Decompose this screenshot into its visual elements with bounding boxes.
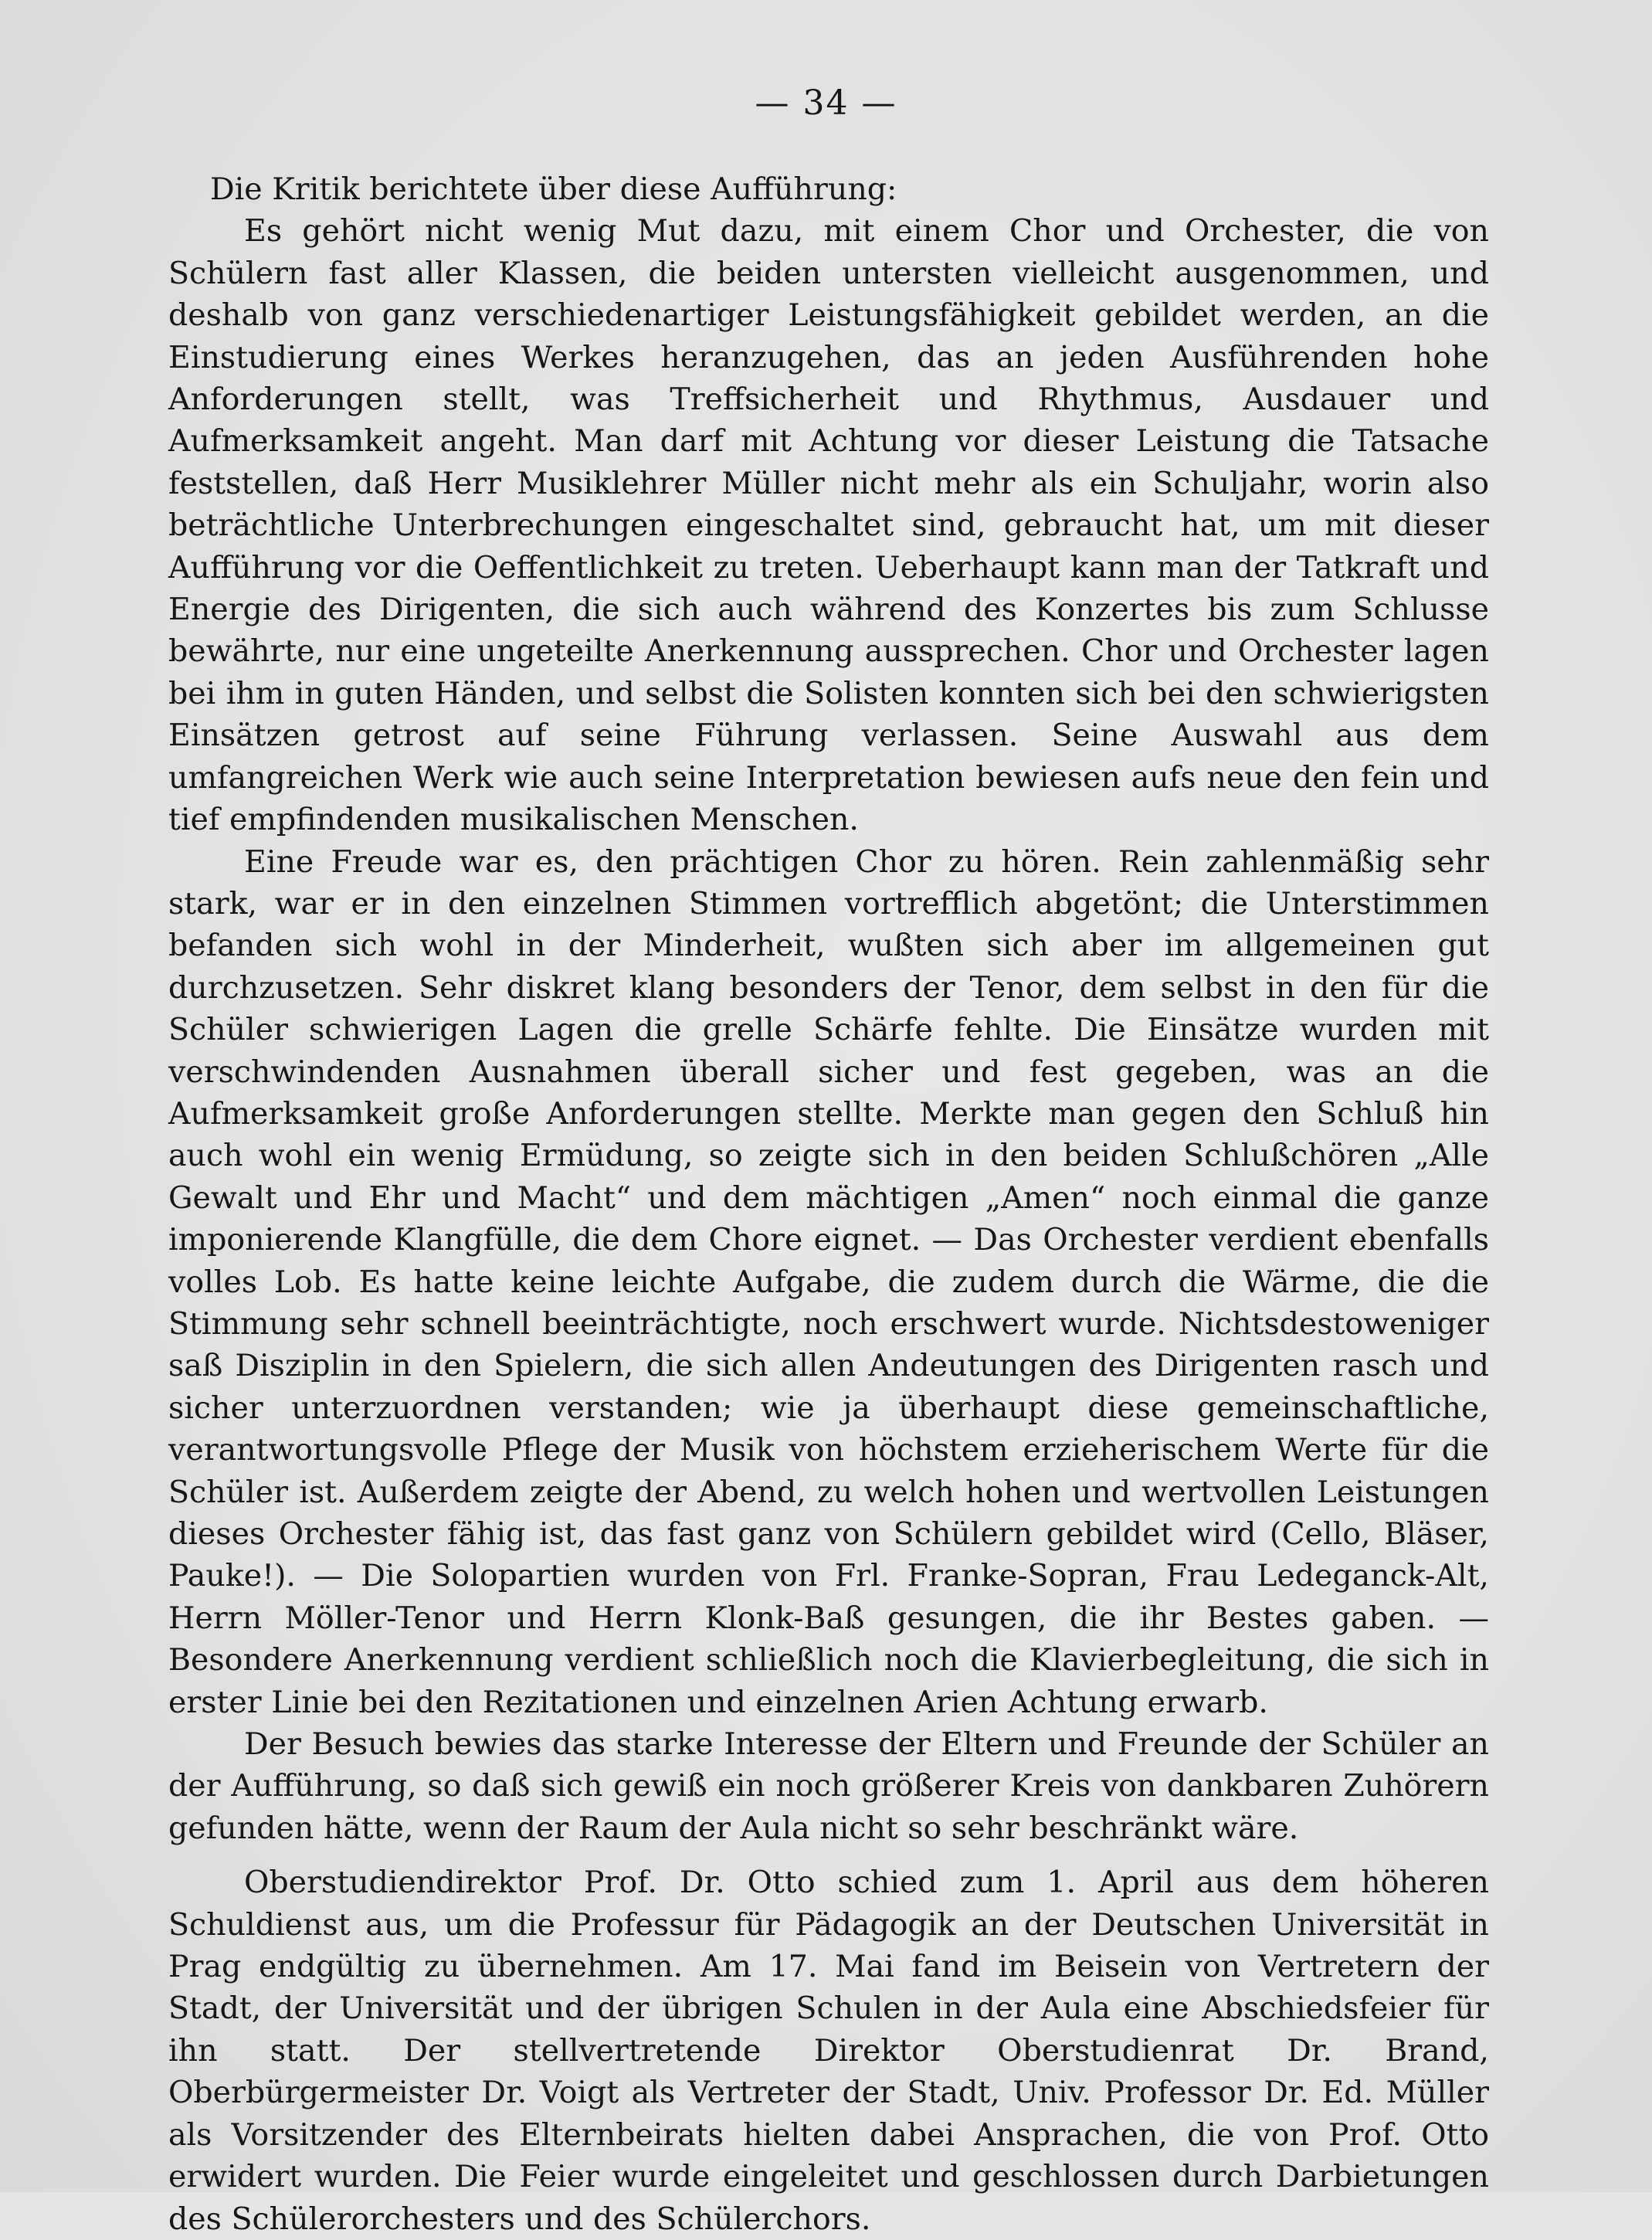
body-text: [168, 168, 1489, 2240]
page-number: — 34 —: [755, 83, 897, 123]
paragraph-audience: Der Besuch bewies das starke Interesse der Eltern und Freunde der Schüler an der Aufführung, so daß sich gewiß ein noch größerer Kreis von dankbaren Zuhörern gefunden hätte, wenn der Raum der Aula nicht so sehr beschränkt wäre.: [168, 1726, 1489, 1846]
paragraph-farewell: Oberstudiendirektor Prof. Dr. Otto schied zum 1. April aus dem höheren Schuldienst aus, um die Professur für Pädagogik an der Deutschen Universität in Prag endgültig zu übernehmen. Am 17. Mai fand im Beisein von Vertretern der Stadt, der Universität und der übrigen Schulen in der Aula eine Abschiedsfeier für ihn statt. Der stellvertretende Direktor Oberstudienrat Dr. Brand, Oberbürgermeister Dr. Voigt als Vertreter der Stadt, Univ. Professor Dr. Ed. Müller als Vorsitzender des Elternbeirats hielten dabei Ansprachen, die von Prof. Otto erwidert wurden. Die Feier wurde eingeleitet und geschlossen durch Darbietungen des Schülerorchesters und des Schülerchors.: [168, 1865, 1489, 2237]
paragraph-review: Es gehört nicht wenig Mut dazu, mit einem Chor und Orchester, die von Schülern fast aller Klassen, die beiden untersten vielleicht ausgenommen, und deshalb von ganz verschiedenartiger Leistungsfähigkeit gebildet werden, an die Einstudierung eines Werkes heranzugehen, das an jeden Ausführenden hohe Anforderungen stellt, was Treffsicherheit und Rhythmus, Ausdauer und Aufmerksamkeit angeht. Man darf mit Achtung vor dieser Leistung die Tatsache feststellen, daß Herr Musiklehrer Müller nicht mehr als ein Schuljahr, worin also beträchtliche Unterbrechungen eingeschaltet sind, gebraucht hat, um mit dieser Aufführung vor die Oeffentlichkeit zu treten. Ueberhaupt kann man der Tatkraft und Energie des Dirigenten, die sich auch während des Konzertes bis zum Schlusse bewährte, nur eine ungeteilte Anerkennung aussprechen. Chor und Orchester lagen bei ihm in guten Händen, und selbst die Solisten konnten sich bei den schwierigsten Einsätzen getrost auf seine Führung verlassen. Seine Auswahl aus dem umfangreichen Werk wie auch seine Interpretation bewiesen aufs neue den fein und tief empfindenden musikalischen Menschen.: [168, 213, 1489, 838]
paragraph-intro: Die Kritik berichtete über diese Aufführung:: [210, 171, 897, 207]
paragraph-choir: Eine Freude war es, den prächtigen Chor zu hören. Rein zahlenmäßig sehr stark, war er in den einzelnen Stimmen vortrefflich abgetönt; die Unterstimmen befanden sich wohl in der Minderheit, wußten sich aber im allgemeinen gut durchzusetzen. Sehr diskret klang besonders der Tenor, dem selbst in den für die Schüler schwierigen Lagen die grelle Schärfe fehlte. Die Einsätze wurden mit verschwindenden Ausnahmen überall sicher und fest gegeben, was an die Aufmerksamkeit große Anforderungen stellte. Merkte man gegen den Schluß hin auch wohl ein wenig Ermüdung, so zeigte sich in den beiden Schlußchören „Alle Gewalt und Ehr und Macht“ und dem mächtigen „Amen“ noch einmal die ganze imponierende Klangfülle, die dem Chore eignet. — Das Orchester verdient ebenfalls volles Lob. Es hatte keine leichte Aufgabe, die zudem durch die Wärme, die die Stimmung sehr schnell beeinträchtigte, noch erschwert wurde. Nichtsdestoweniger saß Disziplin in den Spielern, die sich allen Andeutungen des Dirigenten rasch und sicher unterzuordnen verstanden; wie ja überhaupt diese gemeinschaftliche, verantwortungsvolle Pflege der Musik von höchstem erzieherischem Werte für die Schüler ist. Außerdem zeigte der Abend, zu welch hohen und wertvollen Leistungen dieses Orchester fähig ist, das fast ganz von Schülern gebildet wird (Cello, Bläser, Pauke!). — Die Solopartien wurden von Frl. Franke-Sopran, Frau Ledeganck-Alt, Herrn Möller-Tenor und Herrn Klonk-Baß gesungen, die ihr Bestes gaben. — Besondere Anerkennung verdient schließlich noch die Klavierbegleitung, die sich in erster Linie bei den Rezitationen und einzelnen Arien Achtung erwarb.: [168, 843, 1489, 1720]
